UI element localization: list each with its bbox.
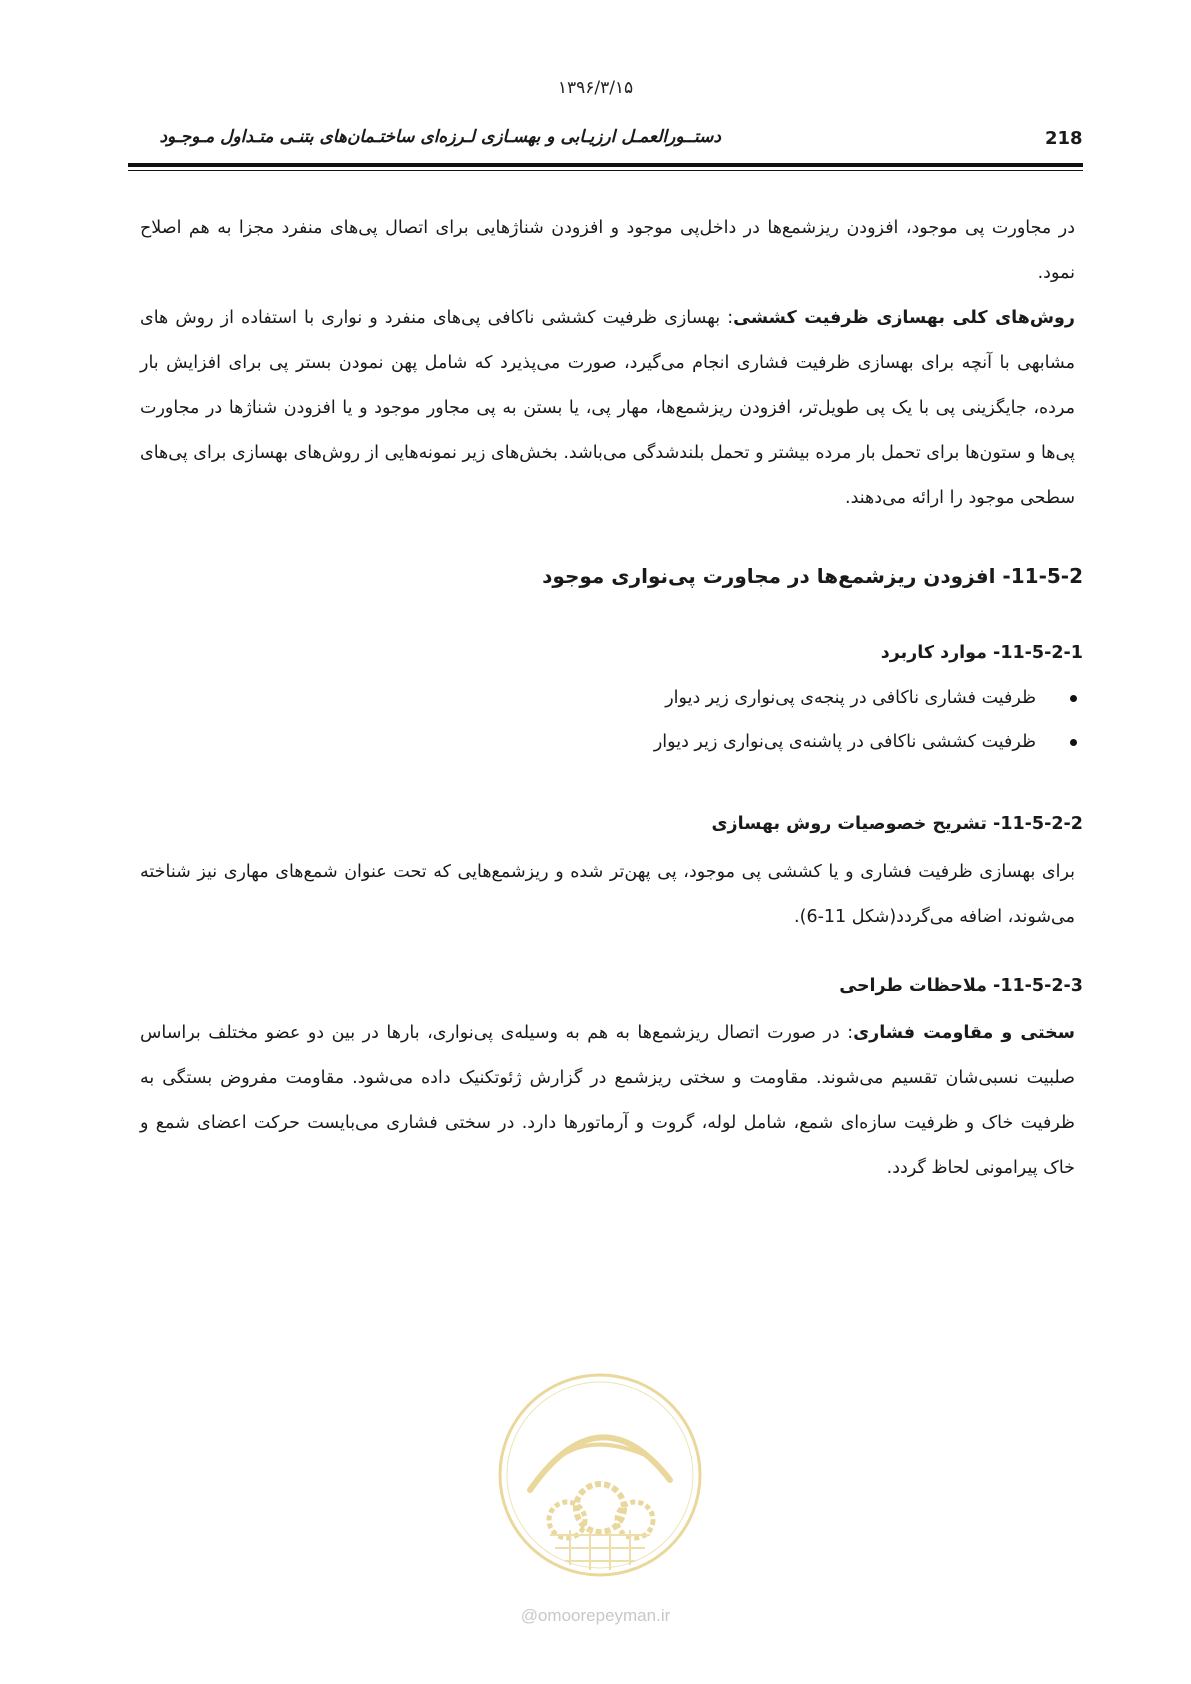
paragraph-method	[140, 850, 1075, 940]
paragraph-text: : در صورت اتصال ریزشمع‌ها به هم به وسیله‌ی پی‌نواری، بارها در بین دو عضو مختلف براساس صلبیت نسبی‌شان تقسیم می‌شوند. مقاومت و سختی ریزشمع در گزارش ژئوتکنیک داده می‌شود. مقاومت مفروض بستگی به ظرفیت خاک و ظرفیت سازه‌ای شمع، شامل لوله، گروت و آرماتورها دارد. در سختی فشاری می‌بایست حرکت اعضای شمع و خاک پیرامونی لحاظ گردد.	[140, 1023, 1075, 1178]
header-rule-thick	[128, 163, 1083, 167]
watermark-seal-logo	[495, 1370, 705, 1580]
bullet-icon	[1070, 695, 1077, 702]
running-title: دستــورالعمـل ارزیـابی و بهسـازی لـرزه‌ای ساختـمان‌های بتنـی متـداول مـوجـود	[159, 127, 721, 147]
subsection-heading-method: 11-5-2-2- تشریح خصوصیات روش بهسازی	[711, 814, 1083, 834]
header-rule-thin	[128, 170, 1083, 171]
paragraph-text: برای بهسازی ظرفیت فشاری و یا کششی پی موجود، پی پهن‌تر شده و ریزشمع‌هایی که تحت عنوان شمع‌های مهاری نیز شناخته می‌شوند، اضافه می‌گردد(شکل 11-6).	[140, 862, 1075, 927]
section-heading: 11-5-2- افزودن ریزشمع‌ها در مجاورت پی‌نواری موجود	[542, 564, 1083, 588]
watermark-url: @omoorepeyman.ir	[520, 1606, 671, 1625]
paragraph-lead: روش‌های کلی بهسازی ظرفیت کششی	[733, 308, 1075, 328]
bullet-icon	[1070, 739, 1077, 746]
paragraph-lead: سختی و مقاومت فشاری	[853, 1023, 1076, 1043]
paragraph-text: در مجاورت پی موجود، افزودن ریزشمع‌ها در داخل‌پی موجود و افزودن شناژهایی برای اتصال پی‌های منفرد مجزا به هم اصلاح نمود.	[140, 218, 1075, 283]
paragraph-text: : بهسازی ظرفیت کششی ناکافی پی‌های منفرد و نواری با استفاده از روش های مشابهی با آنچه برای بهسازی ظرفیت فشاری انجام می‌گیرد، صورت می‌پذیرد که شامل پهن نمودن بستر پی برای افزایش بار مرده، جایگزینی پی با یک پی طویل‌تر، افزودن ریزشمع‌ها، مهار پی، یا بستن به پی مجاور موجود و یا افزودن شناژها در مجاورت پی‌ها و ستون‌ها برای تحمل بار مرده بیشتر و تحمل بلندشدگی می‌باشد. بخش‌های زیر نمونه‌هایی از روش‌های بهسازی برای پی‌های سطحی موجود را ارائه می‌دهند.	[140, 308, 1075, 508]
paragraph-intro	[140, 206, 1075, 296]
header-date: ۱۳۹۶/۳/۱۵	[557, 78, 634, 98]
bullet-list	[654, 676, 1083, 764]
list-item: ظرفیت فشاری ناکافی در پنجه‌ی پی‌نواری زیر دیوار	[654, 676, 1083, 720]
paragraph-design	[140, 1011, 1075, 1191]
paragraph-tension-methods	[140, 296, 1075, 521]
list-item: ظرفیت کششی ناکافی در پاشنه‌ی پی‌نواری زیر دیوار	[654, 720, 1083, 764]
page-number: 218	[1045, 128, 1083, 149]
subsection-heading-applications: 11-5-2-1- موارد کاربرد	[880, 643, 1083, 663]
subsection-heading-design: 11-5-2-3- ملاحظات طراحی	[839, 976, 1083, 996]
